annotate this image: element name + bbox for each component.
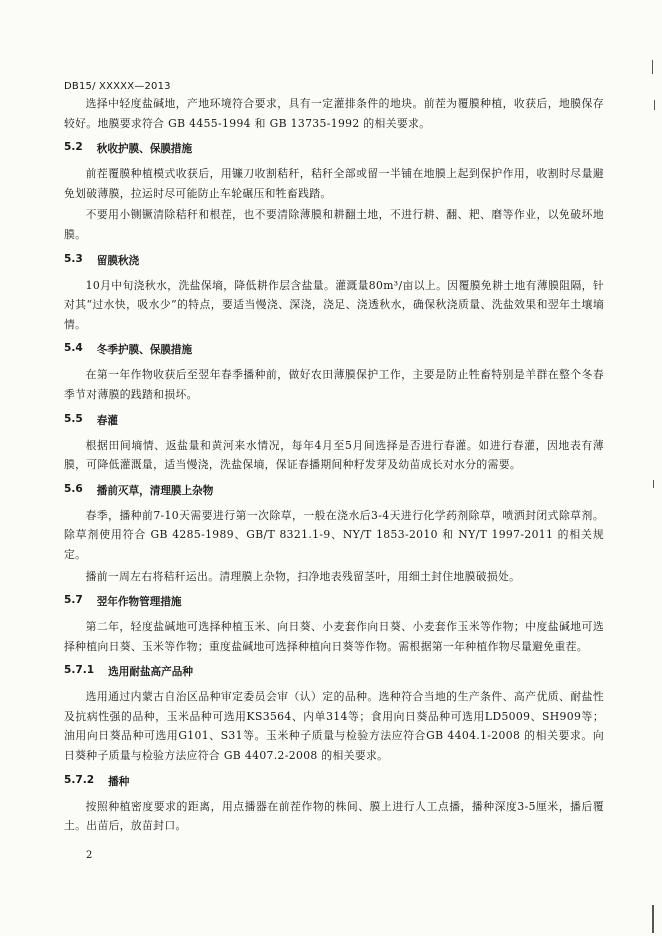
body-paragraph: 前茬覆膜种植模式收获后，用镰刀收割秸秆，秸秆全部或留一半铺在地膜上起到保护作用，收割时尽量避免划破薄膜，拉运时尽可能防止车轮碾压和牲畜践踏。 bbox=[64, 167, 604, 200]
section-heading bbox=[64, 664, 604, 679]
section-title: 冬季护膜、保膜措施 bbox=[96, 344, 193, 357]
body-paragraph: 在第一年作物收获后至翌年春季播种前，做好农田薄膜保护工作，主要是防止牲畜特别是羊群在整个冬春季节对薄膜的践踏和损坏。 bbox=[64, 368, 604, 401]
body-paragraph: 选择中轻度盐碱地，产地环境符合要求，具有一定灌排条件的地块。前茬为覆膜种植，收获后，地膜保存较好。地膜要求符合 GB 4455-1994 和 GB 13735-1992 的相关要求。 bbox=[64, 97, 604, 130]
section-title: 春灌 bbox=[96, 414, 118, 427]
section-heading bbox=[64, 483, 604, 498]
section-title: 选用耐盐高产品种 bbox=[108, 666, 193, 679]
section-number: 5.4 bbox=[64, 342, 83, 355]
section-number: 5.2 bbox=[64, 141, 83, 154]
section-heading bbox=[64, 342, 604, 357]
body-paragraph: 第二年，轻度盐碱地可选择种植玉米、向日葵、小麦套作向日葵、小麦套作玉米等作物；中度盐碱地可选择种植向日葵、玉米等作物；重度盐碱地可选择种植向日葵等作物。需根据第一年种植作物尽量避免重茬。 bbox=[64, 620, 604, 653]
section-number: 5.5 bbox=[64, 412, 83, 425]
section-number: 5.7.1 bbox=[64, 664, 95, 677]
scan-mark bbox=[652, 60, 653, 74]
page-number: 2 bbox=[86, 850, 93, 861]
section-title: 翌年作物管理措施 bbox=[96, 596, 182, 609]
section-heading bbox=[64, 253, 604, 268]
document-body bbox=[64, 94, 604, 838]
section-heading bbox=[64, 774, 604, 789]
section-heading bbox=[64, 141, 604, 156]
body-paragraph: 春季，播种前7-10天需要进行第一次除草，一般在浇水后3-4天进行化学药剂除草，喷洒封闭式除草剂。除草剂使用符合 GB 4285-1989、GB/T 8321.1-9、NY/T 1853-2010 和 NY/T 1997-2011 的相关规定。 bbox=[64, 508, 604, 561]
section-heading bbox=[64, 413, 604, 428]
scan-mark bbox=[652, 905, 654, 933]
body-paragraph: 按照种植密度要求的距离，用点播器在前茬作物的株间、膜上进行人工点播，播种深度3-5厘米，播后覆土。出苗后，放苗封口。 bbox=[64, 799, 604, 833]
section-heading bbox=[64, 594, 604, 609]
scan-mark bbox=[653, 480, 654, 488]
section-number: 5.3 bbox=[64, 252, 83, 265]
section-number: 5.7 bbox=[64, 594, 83, 607]
section-title: 留膜秋浇 bbox=[96, 254, 140, 267]
section-title: 播种 bbox=[108, 775, 130, 788]
section-title: 播前灭草，清理膜上杂物 bbox=[96, 484, 214, 497]
body-paragraph: 不要用小铡镢清除秸秆和根茬，也不要清除薄膜和耕翻土地，不进行耕、翻、耙、磨等作业，以免破坏地膜。 bbox=[64, 208, 604, 241]
body-paragraph: 10月中旬浇秋水，洗盐保墒，降低耕作层含盐量。灌溉量80m³/亩以上。因覆膜免耕土地有薄膜阻隔，针对其“过水快，吸水少”的特点，要适当慢浇、深浇，浇足、浇透秋水，确保秋浇质量、洗盐效果和翌年土壤墒情。 bbox=[64, 278, 604, 331]
section-number: 5.6 bbox=[64, 482, 83, 495]
body-paragraph: 选用通过内蒙古自治区品种审定委员会审（认）定的品种。选种符合当地的生产条件、高产优质、耐盐性及抗病性强的品种，玉米品种可选用KS3564、内单314等；食用向日葵品种可选用LD5009、SH909等；油用向日葵品种可选用G101、S31等。玉米种子质量与检验方法应符合GB 4404.1-2008 的相关要求。向日葵种子质量与检验方法应符合 GB 4407.2-2008 的相关要求。 bbox=[64, 690, 604, 763]
scan-mark bbox=[654, 100, 655, 110]
section-number: 5.7.2 bbox=[64, 773, 95, 786]
body-paragraph: 播前一周左右将秸秆运出。清理膜上杂物，扫净地表残留茎叶，用细土封住地膜破损处。 bbox=[85, 569, 521, 583]
body-paragraph: 根据田间墒情、返盐量和黄河来水情况，每年4月至5月间选择是否进行春灌。如进行春灌，因地表有薄膜，可降低灌溉量，适当慢浇，洗盐保墒，保证春播期间种籽发芽及幼苗成长对水分的需要。 bbox=[64, 438, 604, 472]
section-title: 秋收护膜、保膜措施 bbox=[96, 143, 193, 156]
document-code-header: DB15/ XXXXX—2013 bbox=[64, 81, 171, 92]
